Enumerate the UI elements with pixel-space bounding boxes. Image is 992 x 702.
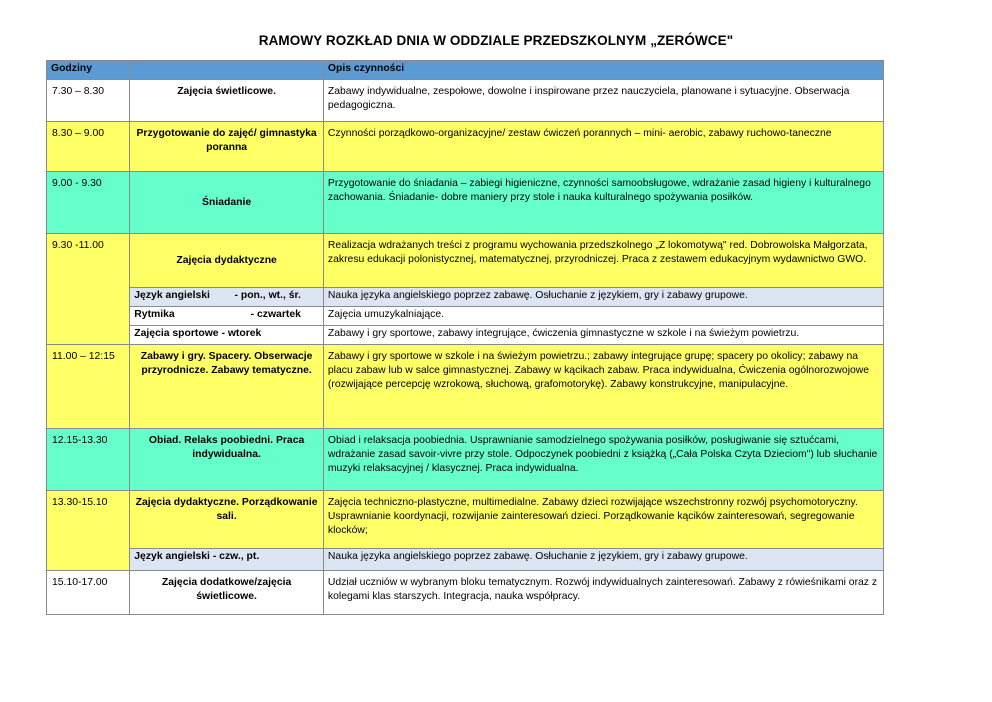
time-cell: 9.00 - 9.30: [47, 172, 130, 234]
description-cell: Zabawy i gry sportowe w szkole i na świeżym powietrzu.; zabawy integrujące grupę; spacery po okolicy; zabawy na placu zabaw lub w salce gimnastycznej. Zabawy w kącikach zabaw. Praca indywidualna, Ćwiczenia ogólnorozwojowe (rozwijające percepcję wzrokową, słuchową, grafomotorykę). Zabawy konstrukcyjne, manipulacyjne.: [323, 345, 883, 429]
activity-cell: Śniadanie: [130, 172, 324, 234]
description-cell: Obiad i relaksacja poobiednia. Usprawnianie samodzielnego spożywania posiłków, posługiwanie się sztućcami, wdrażanie zasad savoir-vivre przy stole. Odpoczynek poobiedni z książką („Cała Polska Czyta Dzieciom") lub słuchanie muzyki relaksacyjnej / klasycznej. Praca indywidualna.: [323, 429, 883, 491]
activity-cell: Obiad. Relaks poobiedni. Praca indywidualna.: [130, 429, 324, 491]
subactivity-name: Język angielski: [134, 290, 210, 301]
time-cell: 13.30-15.10: [47, 491, 130, 571]
activity-cell: Przygotowanie do zajęć/ gimnastyka poranna: [130, 122, 324, 172]
table-row: [47, 549, 884, 571]
activity-cell: Zabawy i gry. Spacery. Obserwacje przyrodnicze. Zabawy tematyczne.: [130, 345, 324, 429]
description-cell: Zajęcia umuzykalniające.: [323, 307, 883, 326]
table-row: [47, 491, 884, 549]
time-cell: 7.30 – 8.30: [47, 80, 130, 122]
activity-cell: Zajęcia świetlicowe.: [130, 80, 324, 122]
time-cell: 15.10-17.00: [47, 571, 130, 615]
header-activity: [130, 61, 324, 80]
header-hours: Godziny: [47, 61, 130, 80]
description-cell: Udział uczniów w wybranym bloku tematycznym. Rozwój indywidualnych zainteresowań. Zabawy z rówieśnikami oraz z kolegami klas starszych. Integracja, nauka współpracy.: [323, 571, 883, 615]
description-cell: Czynności porządkowo-organizacyjne/ zestaw ćwiczeń porannych – mini- aerobic, zabawy ruchowo-taneczne: [323, 122, 883, 172]
table-row: [47, 234, 884, 288]
subactivity-name: Zajęcia sportowe - wtorek: [134, 328, 262, 339]
time-cell: 12.15-13.30: [47, 429, 130, 491]
subactivity-name: Rytmika: [134, 309, 175, 320]
description-cell: Przygotowanie do śniadania – zabiegi higieniczne, czynności samoobsługowe, wdrażanie zasad higieny i kulturalnego zachowania. Śniadanie- dobre maniery przy stole i nauka kulturalnego spożywania posiłków.: [323, 172, 883, 234]
subactivity-name: Język angielski - czw., pt.: [134, 551, 260, 562]
description-cell: Nauka języka angielskiego poprzez zabawę. Osłuchanie z językiem, gry i zabawy grupowe.: [323, 288, 883, 307]
subactivity-days: - czwartek: [250, 309, 301, 320]
table-row: [47, 307, 884, 326]
document-title: RAMOWY ROZKŁAD DNIA W ODDZIALE PRZEDSZKOLNYM „ZERÓWCE": [258, 33, 734, 48]
table-row: [47, 122, 884, 172]
activity-cell: Zajęcia dodatkowe/zajęcia świetlicowe.: [130, 571, 324, 615]
time-cell: 8.30 – 9.00: [47, 122, 130, 172]
table-row: [47, 571, 884, 615]
subactivity-cell: [130, 326, 324, 345]
subactivity-cell: [130, 307, 324, 326]
description-cell: Zabawy i gry sportowe, zabawy integrujące, ćwiczenia gimnastyczne w szkole i na świeżym powietrzu.: [323, 326, 883, 345]
description-cell: Zabawy indywidualne, zespołowe, dowolne i inspirowane przez nauczyciela, planowane i sytuacyjne. Obserwacja pedagogiczna.: [323, 80, 883, 122]
activity-cell: Zajęcia dydaktyczne. Porządkowanie sali.: [130, 491, 324, 549]
time-cell: 11.00 – 12:15: [47, 345, 130, 429]
subactivity-days: - pon., wt., śr.: [234, 290, 301, 301]
table-row: [47, 80, 884, 122]
subactivity-cell: [130, 549, 324, 571]
table-row: [47, 326, 884, 345]
description-cell: Zajęcia techniczno-plastyczne, multimedialne. Zabawy dzieci rozwijające wszechstronny rozwój psychomotoryczny. Usprawnianie koordynacji, rozwijanie zainteresowań dzieci. Porządkowanie kącików zainteresowań, segregowanie klocków;: [323, 491, 883, 549]
schedule-table: [46, 60, 884, 615]
table-header-row: [47, 61, 884, 80]
header-description: Opis czynności: [323, 61, 883, 80]
subactivity-cell: [130, 288, 324, 307]
description-cell: Realizacja wdrażanych treści z programu wychowania przedszkolnego „Z lokomotywą" red. Dobrowolska Małgorzata, zakresu edukacji polonistycznej, matematycznej, przyrodniczej. Praca z zestawem edukacyjnym wydawnictwo GWO.: [323, 234, 883, 288]
activity-cell: Zajęcia dydaktyczne: [130, 234, 324, 288]
table-row: [47, 288, 884, 307]
time-cell: 9.30 -11.00: [47, 234, 130, 345]
description-cell: Nauka języka angielskiego poprzez zabawę. Osłuchanie z językiem, gry i zabawy grupowe.: [323, 549, 883, 571]
table-row: [47, 429, 884, 491]
table-row: [47, 172, 884, 234]
table-row: [47, 345, 884, 429]
